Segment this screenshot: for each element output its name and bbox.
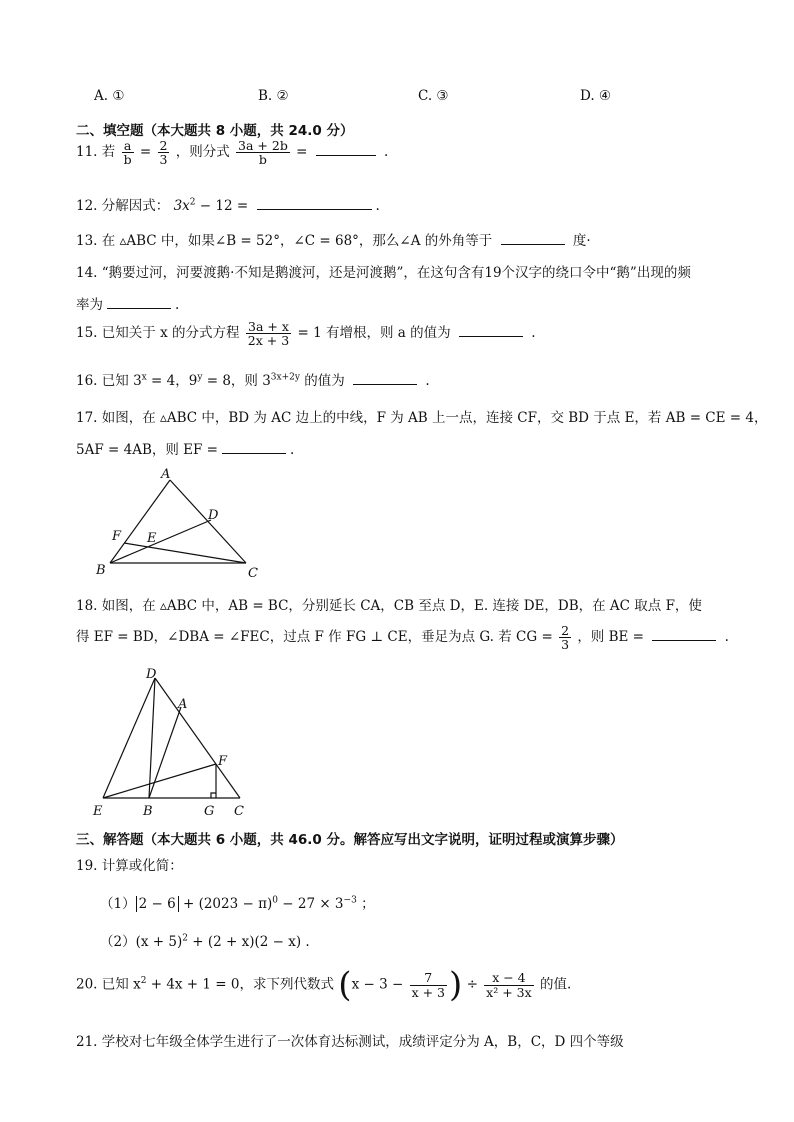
label-D: D xyxy=(146,667,157,682)
choice-b: B. ② xyxy=(258,88,289,104)
section-3-title: 三、解答题（本大题共 6 小题，共 46.0 分。解答应写出文字说明，证明过程或演算步骤） xyxy=(76,832,624,848)
fraction-7-over-x-plus-3: $\frac{7}{x + 3}$ xyxy=(411,970,445,1000)
question-14-line-2: 率为 . xyxy=(76,293,179,313)
label-D: D xyxy=(208,508,219,523)
question-14-line-1: 14. “鹅要过河，河要渡鹅·不知是鹅渡河，还是河渡鹅”，在这句含有19个汉字的绕口令中“鹅”出现的频 xyxy=(76,265,691,281)
choice-a: A. ① xyxy=(94,88,125,104)
label-C: C xyxy=(234,804,244,819)
fraction-3a2b-over-b: $\frac{3a + 2b}{b}$ xyxy=(238,138,288,168)
answer-blank xyxy=(459,322,523,337)
fraction-x-minus-4: $\frac{x - 4}{\text{x² + 3x}}$ xyxy=(486,970,532,1000)
answer-blank xyxy=(222,439,286,454)
question-15: 15. 已知关于 x 的分式方程 $\frac{3a + x}{2x + 3}$ = 1 有增根，则 a 的值为 . xyxy=(76,319,536,349)
label-C: C xyxy=(248,566,258,581)
fraction-2-over-3: $\frac{2}{3}$ xyxy=(159,138,168,168)
question-13: 13. 在 ▵ABC 中，如果∠B = 52°，∠C = 68°，那么∠A 的外角等于 度· xyxy=(76,229,591,249)
choice-d: D. ④ xyxy=(580,88,612,104)
label-A: A xyxy=(161,467,171,482)
answer-blank xyxy=(652,626,716,641)
figure-17-triangle xyxy=(90,462,270,582)
answer-blank xyxy=(501,230,565,245)
figure-18-triangle xyxy=(88,662,258,822)
label-A: A xyxy=(178,697,188,712)
question-12: 12. 分解因式： $3x^2 - 12$ = . xyxy=(76,194,380,214)
label-B: B xyxy=(96,563,106,578)
question-19-part-2: $(2)(x + 5)^2 + (2 + x)(2 - x)$ . xyxy=(100,933,310,950)
label-G: G xyxy=(204,804,215,819)
label-E: E xyxy=(93,804,103,819)
answer-blank xyxy=(353,370,417,385)
question-21: 21. 学校对七年级全体学生进行了一次体育达标测试，成绩评定分为 A，B，C，D 四个等级 xyxy=(76,1034,624,1050)
fraction-equation: $\frac{3a + x}{2x + 3}$ xyxy=(247,319,290,349)
label-F: F xyxy=(218,754,228,769)
fraction-a-over-b: $\frac{a}{b}$ xyxy=(123,138,132,168)
question-16: 16. 已知 $3^x = 4$，$9^y = 8$，则 $3^{3x+2y}$ 的值为 . xyxy=(76,369,430,389)
section-2-title: 二、填空题（本大题共 8 小题，共 24.0 分） xyxy=(76,123,354,139)
question-17-line-2: 5AF = 4AB，则 EF = . xyxy=(76,438,294,458)
answer-blank xyxy=(257,195,372,210)
question-17-line-1: 17. 如图，在 ▵ABC 中，BD 为 AC 边上的中线，F 为 AB 上一点，连接 CF，交 BD 于点 E，若 AB = CE = 4， xyxy=(76,410,768,426)
question-11: 11. 若 $\frac{a}{b}$ = $\frac{2}{3}$ ，则分式 $\frac{3a + 2b}{b}$ = . xyxy=(76,138,389,168)
fraction-2-over-3: $\frac{2}{3}$ xyxy=(561,623,570,653)
answer-blank xyxy=(316,141,376,156)
label-E: E xyxy=(147,531,157,546)
question-19-part-1: （1） $2 - 6 + (2023 - \pi)^0 - 27 \times 3^{-3}$ ； xyxy=(100,895,375,912)
choice-c: C. ③ xyxy=(418,88,449,104)
label-B: B xyxy=(143,804,153,819)
question-18-line-1: 18. 如图，在 ▵ABC 中，AB = BC，分别延长 CA，CB 至点 D，E. 连接 DE，DB，在 AC 取点 F，使 xyxy=(76,598,702,614)
label-F: F xyxy=(112,529,122,544)
question-20: 20. 已知 $x^2 + 4x + 1 = 0$，求下列代数式 (x − 3 − $\frac{7}{x + 3}$ ) ÷ $\frac{x - 4}{\text{x² + 3x}}$ 的值. xyxy=(76,965,572,1005)
question-19-title: 19. 计算或化简： xyxy=(76,858,183,874)
question-18-line-2: 得 EF = BD，∠DBA = ∠FEC，过点 F 作 FG ⊥ CE，垂足为点 G. 若 CG = $\frac{2}{3}$ ，则 BE = . xyxy=(76,623,729,653)
answer-blank xyxy=(107,294,171,309)
